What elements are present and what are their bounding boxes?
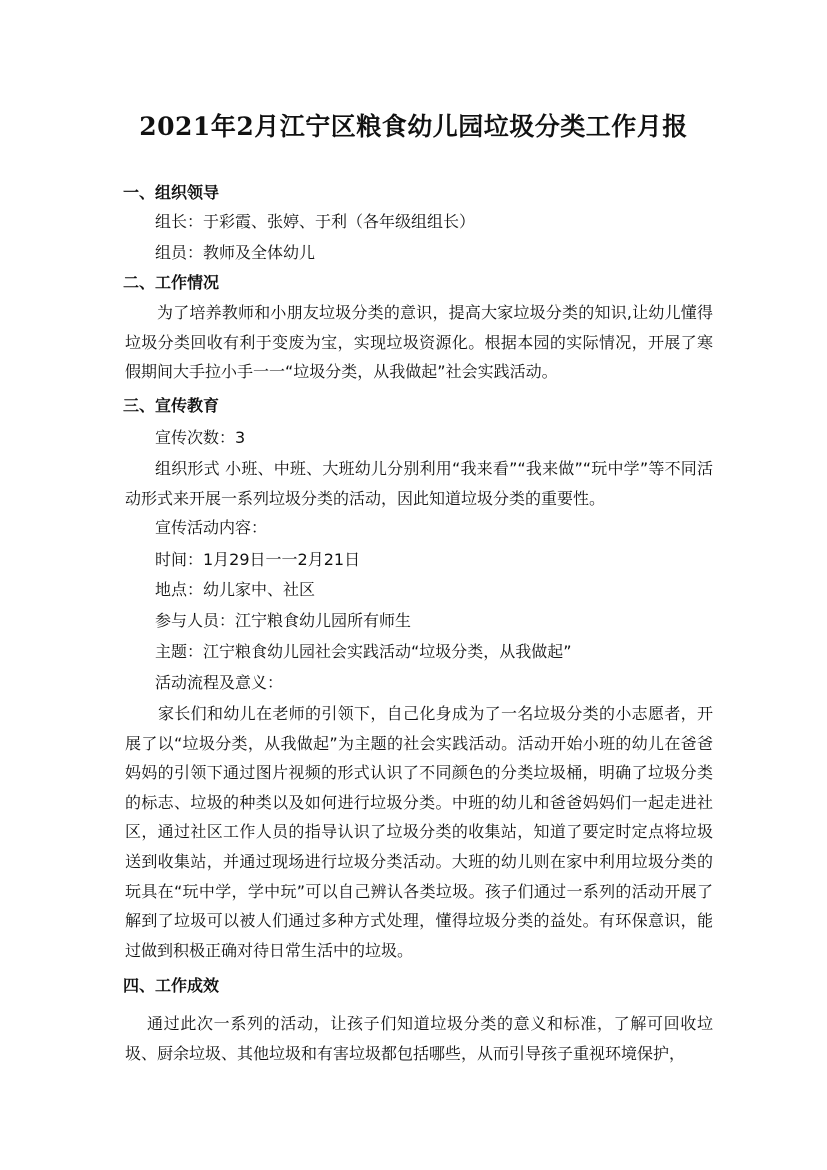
section-heading-organization: 一、组织领导 — [123, 183, 220, 202]
activity-participants-line: 参与人员：江宁粮食幼儿园所有师生 — [155, 611, 412, 630]
section-heading-publicity: 三、宣传教育 — [123, 396, 220, 415]
activity-time-line: 时间：1月29日一一2月21日 — [155, 550, 361, 569]
activity-theme-line: 主题：江宁粮食幼儿园社会实践活动“垃圾分类，从我做起” — [155, 642, 572, 661]
work-status-paragraph: 为了培养教师和小朋友垃圾分类的意识，提高大家垃圾分类的知识,让幼儿懂得垃圾分类回收有利于变废为宝，实现垃圾资源化。根据本园的实际情况，开展了寒假期间大手拉小手一一“垃圾分类，从我做起”社会实践活动。 — [125, 303, 713, 382]
group-leader-line: 组长：于彩霞、张婷、于利（各年级组组长） — [155, 212, 476, 231]
group-members-line: 组员：教师及全体幼儿 — [155, 243, 316, 262]
section-heading-results: 四、工作成效 — [123, 976, 220, 995]
document-title: 2021年2月江宁区粮食幼儿园垃圾分类工作月报 — [139, 112, 688, 141]
activity-process-label: 活动流程及意义： — [155, 673, 284, 692]
publicity-form-paragraph: 组织形式 小班、中班、大班幼儿分别利用“我来看”“我来做”“玩中学”等不同活动形式来开展一系列垃圾分类的活动，因此知道垃圾分类的重要性。 — [125, 459, 713, 508]
publicity-content-label: 宣传活动内容： — [155, 518, 268, 537]
activity-place-line: 地点：幼儿家中、社区 — [155, 580, 316, 599]
activity-process-paragraph: 家长们和幼儿在老师的引领下，自己化身成为了一名垃圾分类的小志愿者，开展了以“垃圾分类，从我做起”为主题的社会实践活动。活动开始小班的幼儿在爸爸妈妈的引领下通过图片视频的形式认识了不同颜色的分类垃圾桶，明确了垃圾分类的标志、垃圾的种类以及如何进行垃圾分类。中班的幼儿和爸爸妈妈们一起走进社区，通过社区工作人员的指导认识了垃圾分类的收集站，知道了要定时定点将垃圾送到收集站，并通过现场进行垃圾分类活动。大班的幼儿则在家中利用垃圾分类的玩具在“玩中学，学中玩”可以自己辨认各类垃圾。孩子们通过一系列的活动开展了解到了垃圾可以被人们通过多种方式处理，懂得垃圾分类的益处。有环保意识，能过做到积极正确对待日常生活中的垃圾。 — [125, 704, 713, 960]
results-paragraph: 通过此次一系列的活动，让孩子们知道垃圾分类的意义和标准，了解可回收垃圾、厨余垃圾、其他垃圾和有害垃圾都包括哪些，从而引导孩子重视环境保护， — [125, 1014, 713, 1063]
publicity-count-line: 宣传次数：3 — [155, 428, 246, 447]
section-heading-work-status: 二、工作情况 — [123, 273, 220, 292]
